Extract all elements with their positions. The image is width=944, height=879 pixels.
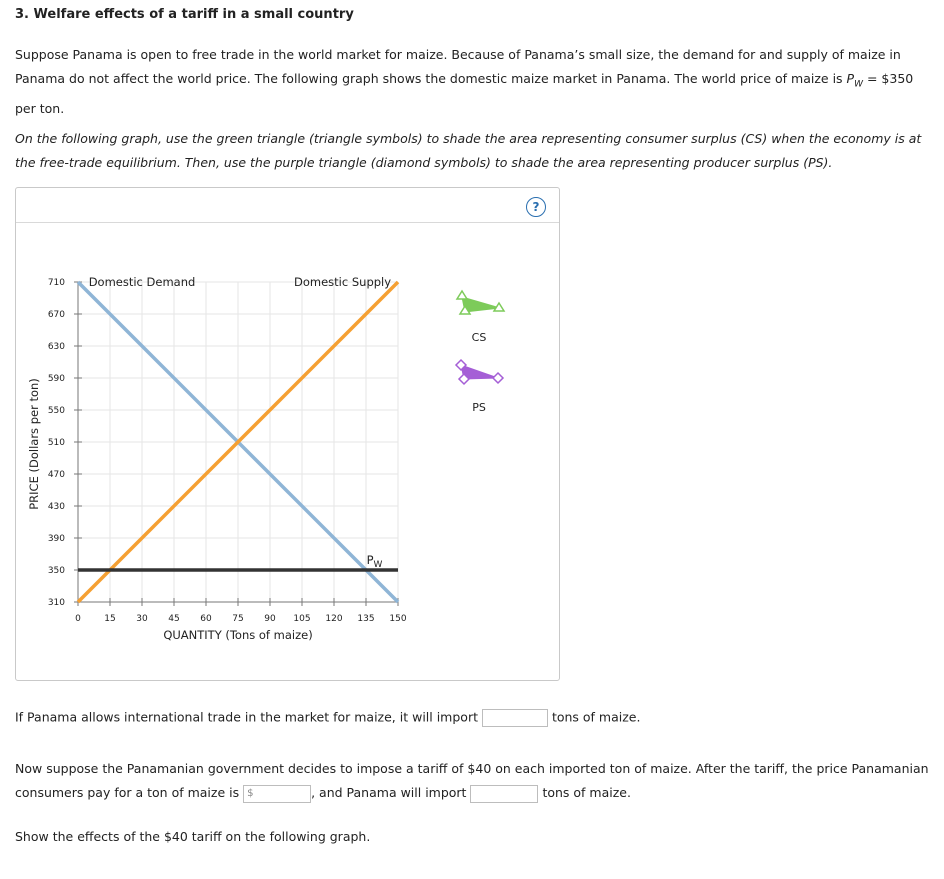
- import-question-unit: tons of maize.: [551, 709, 641, 725]
- x-tick-label: 75: [232, 614, 244, 624]
- cs-triangle-marker[interactable]: [457, 291, 467, 299]
- x-tick-label: 30: [136, 614, 148, 624]
- y-tick-label: 550: [47, 406, 65, 416]
- x-tick-label: 60: [200, 614, 212, 624]
- tariff-price-input[interactable]: $: [243, 785, 311, 803]
- shading-tools: [456, 291, 504, 414]
- tariff-price-text: consumers pay for a ton of maize is: [15, 785, 240, 800]
- intro-text-a: Suppose Panama is open to free trade in the world market for maize. Because of Panama’s small size, the demand for and supply of maize in Panama do not affect the world price. The following graph shows the domestic maize market in Panama. The world price of maize is: [15, 47, 901, 86]
- x-tick-label: 45: [168, 614, 180, 624]
- y-tick-label: 430: [47, 502, 65, 512]
- y-tick-label: 390: [47, 534, 65, 544]
- x-tick-label: 105: [293, 614, 311, 624]
- y-axis-title: PRICE (Dollars per ton): [27, 378, 41, 510]
- x-tick-label: 90: [264, 614, 276, 624]
- x-tick-label: 120: [325, 614, 343, 624]
- world-price-subscript: W: [373, 560, 383, 570]
- tariff-graph-instruction: Show the effects of the $40 tariff on the following graph.: [15, 829, 371, 844]
- ps-triangle-tool[interactable]: [456, 360, 503, 414]
- pw-subscript: W: [854, 79, 863, 90]
- y-tick-label: 670: [47, 310, 65, 320]
- tariff-question-line2: [15, 781, 930, 805]
- x-tick-label: 15: [104, 614, 116, 624]
- x-tick-label: 150: [389, 614, 407, 624]
- pw-symbol: P: [846, 71, 855, 86]
- import-quantity-input[interactable]: [482, 709, 548, 727]
- cs-triangle-tool[interactable]: [457, 291, 504, 344]
- y-tick-label: 630: [47, 342, 65, 352]
- import-question: [15, 709, 640, 727]
- y-tick-label: 590: [47, 374, 65, 384]
- y-tick-label: 310: [47, 598, 65, 608]
- x-tick-label: 135: [357, 614, 375, 624]
- y-tick-label: 510: [47, 438, 65, 448]
- ps-tool-label: PS: [472, 401, 486, 414]
- tariff-question: [15, 757, 930, 805]
- cs-tool-label: CS: [471, 331, 487, 344]
- tariff-import-unit: tons of maize.: [542, 785, 631, 800]
- tariff-import-input[interactable]: [470, 785, 538, 803]
- world-price-label: $P_W$: [366, 553, 383, 570]
- curve-label: Domestic Supply: [294, 275, 392, 289]
- curve-label: Domestic Demand: [88, 275, 196, 289]
- y-tick-label: 350: [47, 566, 65, 576]
- import-question-text: If Panama allows international trade in the market for maize, it will import: [15, 709, 478, 725]
- y-tick-label: 470: [47, 470, 65, 480]
- intro-text-b: = $350 per ton.: [15, 71, 914, 116]
- x-tick-label: 0: [75, 614, 81, 624]
- instructions-paragraph: On the following graph, use the green triangle (triangle symbols) to shade the area representing consumer surplus (CS) when the economy is at the free-trade equilibrium. Then, use the purple triangle (diamond symbols) to shade the area representing producer surplus (PS).: [15, 131, 922, 170]
- chart-labels: [27, 275, 391, 642]
- tariff-import-text: , and Panama will import: [311, 785, 467, 800]
- tariff-question-line1: Now suppose the Panamanian government decides to impose a tariff of $40 on each imported ton of maize. After the tariff, the price Panamanian: [15, 761, 929, 776]
- ps-diamond-marker[interactable]: [493, 373, 503, 383]
- question-heading: 3. Welfare effects of a tariff in a small country: [15, 7, 354, 22]
- x-axis-title: QUANTITY (Tons of maize): [163, 628, 313, 642]
- y-tick-label: 710: [47, 278, 65, 288]
- help-button[interactable]: ?: [526, 197, 546, 217]
